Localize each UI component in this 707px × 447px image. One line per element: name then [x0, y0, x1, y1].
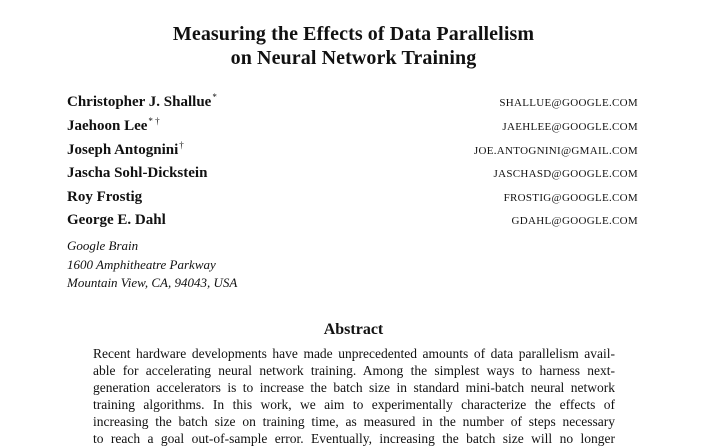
abstract-line: training algorithms. In this work, we aim to experimentally characterize the effects of	[93, 397, 615, 412]
author-name: Joseph Antognini†	[67, 140, 184, 158]
author-row	[67, 164, 638, 187]
author-email: FROSTIG@GOOGLE.COM	[503, 192, 638, 204]
author-row	[67, 93, 638, 116]
paper-title-line-2: on Neural Network Training	[230, 47, 477, 69]
author-row	[67, 211, 638, 234]
author-email: GDAHL@GOOGLE.COM	[511, 215, 638, 227]
author-email: JASCHASD@GOOGLE.COM	[493, 168, 638, 180]
author-name: George E. Dahl	[67, 212, 166, 228]
author-row	[67, 188, 638, 211]
abstract-line: to reach a goal out-of-sample error. Eventually, increasing the batch size will no longer	[93, 431, 615, 446]
author-footnote-mark: * †	[148, 116, 160, 126]
author-row	[67, 141, 638, 164]
author-footnote-mark: *	[212, 92, 217, 102]
affiliation-org: Google Brain	[67, 238, 139, 253]
affiliation-city: Mountain View, CA, 94043, USA	[67, 275, 238, 290]
abstract-line: Recent hardware developments have made unprecedented amounts of data parallelism avail-	[93, 346, 615, 361]
affiliation-street: 1600 Amphitheatre Parkway	[67, 257, 216, 272]
author-email: SHALLUE@GOOGLE.COM	[499, 97, 638, 109]
abstract-line: able for accelerating neural network training. Among the simplest ways to harness next-	[93, 363, 615, 378]
paper-title-line-1: Measuring the Effects of Data Parallelism	[172, 23, 535, 45]
author-name: Christopher J. Shallue*	[67, 92, 217, 110]
author-name: Jaehoon Lee* †	[67, 116, 160, 134]
author-footnote-mark: †	[179, 140, 184, 150]
author-row	[67, 117, 638, 140]
abstract-line: generation accelerators is to increase the batch size in standard mini-batch neural network	[93, 380, 615, 395]
author-email: JOE.ANTOGNINI@GMAIL.COM	[473, 145, 638, 157]
abstract-heading: Abstract	[323, 321, 384, 338]
abstract-line: increasing the batch size on training time, as measured in the number of steps necessary	[93, 414, 615, 429]
author-email: JAEHLEE@GOOGLE.COM	[502, 121, 638, 133]
author-name: Jascha Sohl-Dickstein	[67, 165, 208, 181]
author-name: Roy Frostig	[67, 189, 143, 205]
